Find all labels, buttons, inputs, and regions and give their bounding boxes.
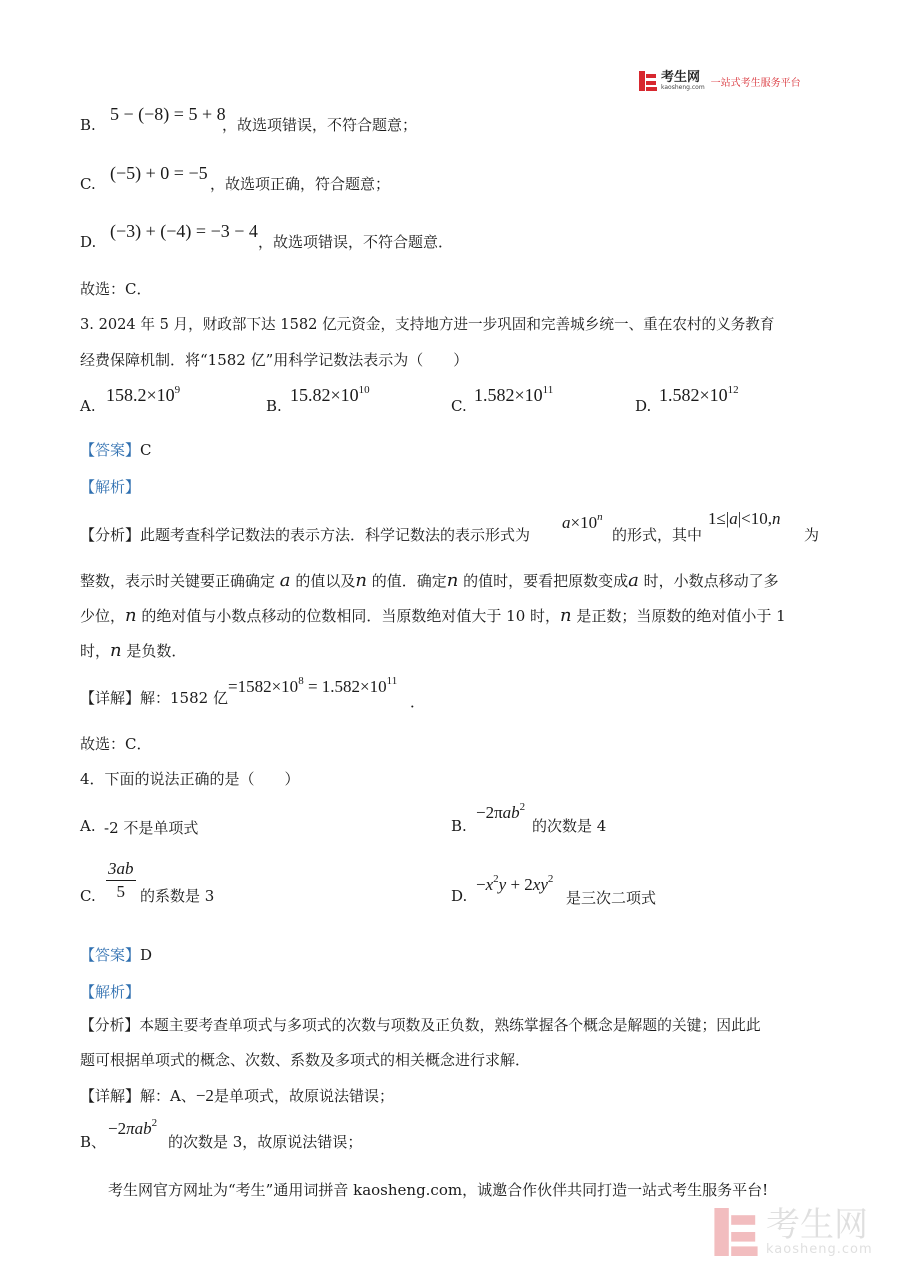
watermark-domain: kaosheng.com [766, 1242, 873, 1257]
q4-analysis-tag: 【解析】 [80, 983, 141, 1001]
q2-d-label: D. [80, 233, 97, 251]
q3-option-a: $158.2\times 10^9$ [106, 384, 181, 405]
q4-answer: 【答案】D [80, 946, 153, 964]
q3-fenxi-2: 整数，表示时关键要正确确定 a 的值以及n 的值．确定n 的值时，要看把原数变成a 时，小数点移动了多 [80, 570, 779, 591]
q3-analysis-tag: 【解析】 [80, 478, 141, 496]
q2-c-label: C. [80, 175, 96, 193]
q4-detail-2c: 的次数是 3，故原说法错误； [168, 1133, 363, 1151]
logo-slogan: 一站式考生服务平台 [710, 77, 801, 89]
q3-option-b-label: B. [266, 397, 282, 415]
watermark-name: 考生网 [766, 1205, 868, 1245]
q3-fenxi-1b: 的形式，其中 [612, 526, 703, 544]
q2-d-text: ，故选项错误，不符合题意． [258, 233, 454, 251]
logo-domain: kaosheng.com [661, 83, 705, 91]
q3-stem-line2: 经费保障机制．将“1582 亿”用科学记数法表示为（ ） [80, 351, 469, 369]
q3-option-a-label: A. [80, 397, 96, 415]
q3-answer: 【答案】C [80, 441, 152, 459]
q3-fenxi-1a: 【分析】此题考查科学记数法的表示方法．科学记数法的表示形式为 [80, 526, 531, 544]
header-logo [638, 70, 801, 92]
q2-b-label: B. [80, 116, 96, 134]
q2-b-expr: 5 − (−8) = 5 + 8 [110, 104, 226, 124]
q3-stem-line1: 3. 2024 年 5 月，财政部下达 1582 亿元资金，支持地方进一步巩固和完善城乡统一、重在农村的义务教育 [80, 316, 775, 333]
q3-fenxi-3: 少位，n 的绝对值与小数点移动的位数相同．当原数绝对值大于 10 时，n 是正数；当原数的绝对值小于 1 [80, 605, 786, 626]
q3-option-c: $1.582\times 10^{11}$ [474, 384, 554, 405]
q4-c-fraction: $\frac{3ab}{5}$ [108, 859, 134, 901]
q4-stem: 4．下面的说法正确的是（ ） [80, 770, 300, 788]
q4-c-label: C. [80, 887, 96, 905]
q3-option-d: $1.582\times 10^{12}$ [659, 384, 739, 405]
footer-text: 考生网官方网址为“考生”通用词拼音 kaosheng.com，诚邀合作伙伴共同打造一站式考生服务平台! [108, 1181, 769, 1199]
q3-detail-tag: 【详解】解：1582 亿 [80, 689, 228, 707]
q2-choose: 故选：C． [80, 280, 152, 298]
q4-detail-2-expr: −2πab$^2$ [108, 1117, 158, 1138]
q4-detail-2a: B、 [80, 1133, 107, 1151]
watermark-logo-icon [712, 1205, 760, 1259]
q4-b-text: 的次数是 4 [532, 817, 607, 835]
q2-c-expr: (−5) + 0 = −5 [110, 163, 208, 183]
q2-c-text: ，故选项正确，符合题意； [210, 175, 391, 193]
q3-fenxi-expr-range: 1≤|a|<10,n [708, 509, 781, 528]
q3-fenxi-4: 时，n 是负数． [80, 640, 187, 661]
kaosheng-logo-icon [638, 70, 658, 92]
q4-fenxi-1: 【分析】本题主要考查单项式与多项式的次数与项数及正负数，熟练掌握各个概念是解题的关键；因此此 [80, 1017, 761, 1034]
q3-option-d-label: D. [635, 397, 652, 415]
q4-b-expr: −2πab$^2$ [476, 801, 526, 822]
q4-c-text: 的系数是 3 [140, 887, 215, 905]
q4-fenxi-2: 题可根据单项式的概念、次数、系数及多项式的相关概念进行求解． [80, 1051, 531, 1069]
q3-detail-expr: $=1582\times 10^8 = 1.582\times 10^{11}$ [228, 675, 398, 696]
q4-b-label: B. [451, 817, 467, 835]
answer-tag: 【答案】 [80, 441, 141, 459]
q4-a-label: A. [80, 817, 96, 835]
q3-fenxi-expr-a10n: $a\times 10^n$ [562, 511, 603, 532]
q4-d-label: D. [451, 887, 468, 905]
q4-d-expr: $-x^2y + 2xy^2$ [476, 873, 554, 894]
logo-name: 考生网 [661, 69, 701, 85]
q4-d-text: 是三次二项式 [566, 889, 657, 907]
q2-d-expr: (−3) + (−4) = −3 − 4 [110, 221, 258, 241]
answer-tag: 【答案】 [80, 946, 141, 964]
q2-b-text: ，故选项错误，不符合题意； [222, 116, 418, 134]
q4-a-text: -2 不是单项式 [104, 819, 199, 837]
q3-fenxi-1c: 为 [804, 526, 820, 544]
q3-detail-end: ． [410, 693, 426, 711]
watermark [712, 1205, 873, 1259]
q3-option-b: $15.82\times 10^{10}$ [290, 384, 370, 405]
q4-detail-1: 【详解】解：A、−2是单项式，故原说法错误； [80, 1086, 394, 1105]
q3-option-c-label: C. [451, 397, 467, 415]
q3-choose: 故选：C． [80, 735, 152, 753]
